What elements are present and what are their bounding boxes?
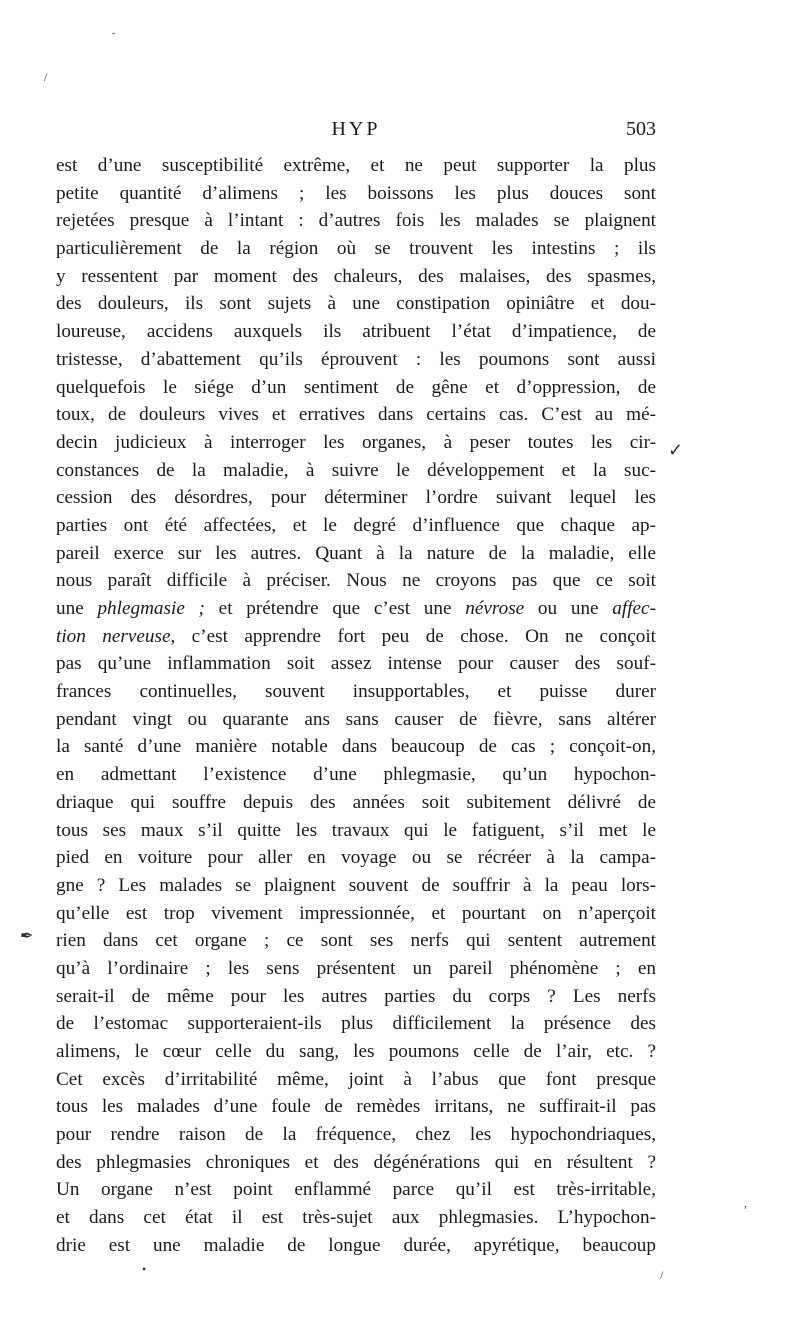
text-line: et dans cet état il est très-sujet aux phlegmasies. L’hypochon- [56,1207,656,1229]
italic-term: névrose [465,598,525,619]
text-line: particulièrement de la région où se trouvent les intestins ; ils [56,238,656,260]
text-line: des douleurs, ils sont sujets à une constipation opiniâtre et dou- [56,293,656,315]
margin-smudge: ✒ [20,928,34,945]
text-line: pendant vingt ou quarante ans sans causer de fièvre, sans altérer [56,708,656,730]
text-line: rien dans cet organe ; ce sont ses nerfs qui sentent autrement [56,930,656,952]
text-line: y ressentent par moment des chaleurs, des malaises, des spasmes, [56,265,656,287]
text-line: est d’une susceptibilité extrême, et ne peut supporter la plus [56,155,656,176]
italic-term: tion nerveuse, [56,625,176,647]
text-line: loureuse, accidens auxquels ils atribuent l’état d’impatience, de [56,321,656,343]
text-line: alimens, le cœur celle du sang, les poumons celle de l’air, etc. ? [56,1041,656,1062]
text-line: tous les malades d’une foule de remèdes irritans, ne suffirait-il pas [56,1096,656,1118]
text-line: driaque qui souffre depuis des années soit subitement délivré de [56,791,656,813]
text-line: petite quantité d’alimens ; les boissons les plus douces sont [56,182,656,204]
text-line [56,623,656,651]
text-line: pied en voiture pour aller en voyage ou se récréer à la campa- [56,847,656,869]
text-line: de l’estomac supporteraient-ils plus difficilement la présence des [56,1013,656,1035]
text-line: nous paraît difficile à préciser. Nous ne croyons pas que ce soit [56,570,656,592]
text-line: pour rendre raison de la fréquence, chez les hypochondriaques, [56,1124,656,1146]
text-line: frances continuelles, souvent insupportables, et puisse durer [56,681,656,703]
text-segment: c’est apprendre fort peu de chose. On ne conçoit [175,625,656,647]
text-line: la santé d’une manière notable dans beaucoup de cas ; conçoit-on, [56,736,656,758]
text-line: decin judicieux à interroger les organes, à peser toutes les cir- [56,431,656,453]
text-segment: une [56,598,98,619]
text-line: tristesse, d’abattement qu’ils éprouvent : les poumons sont aussi [56,348,656,370]
text-line: toux, de douleurs vives et erratives dans certains cas. C’est au mé- [56,404,656,426]
italic-term: affec- [612,598,656,619]
text-line: quelquefois le siége d’un sentiment de gêne et d’oppression, de [56,376,656,398]
text-line: en admettant l’existence d’une phlegmasie, qu’un hypochon- [56,764,656,786]
text-line: Cet excès d’irritabilité même, joint à l’abus que font presque [56,1068,656,1090]
margin-speck: - [112,28,116,39]
margin-speck: , [744,1196,747,1210]
text-line: parties ont été affectées, et le degré d’influence que chaque ap- [56,514,656,536]
text-line: tous ses maux s’il quitte les travaux qui le fatiguent, s’il met le [56,819,656,841]
text-line: pareil exerce sur les autres. Quant à la nature de la maladie, elle [56,542,656,564]
text-segment: ou une [524,598,613,619]
margin-speck: • [142,1262,147,1276]
text-line: cession des désordres, pour déterminer l’ordre suivant lequel les [56,487,656,509]
text-line: serait-il de même pour les autres parties du corps ? Les nerfs [56,985,656,1007]
text-line: rejetées presque à l’intant : d’autres fois les malades se plaignent [56,210,656,232]
text-line: qu’elle est trop vivement impressionnée, et pourtant on n’aperçoit [56,902,656,924]
text-line: drie est une maladie de longue durée, apyrétique, beaucoup [56,1234,656,1256]
running-head: HYP [331,118,381,140]
text-line: constances de la maladie, à suivre le développement et la suc- [56,459,656,481]
text-line: pas qu’une inflammation soit assez intense pour causer des souf- [56,653,656,675]
body-text [56,152,656,1260]
italic-term: phlegmasie ; [97,598,205,619]
text-segment: et prétendre que c’est une [204,598,466,619]
text-line [56,595,656,623]
margin-speck: / [44,70,48,84]
text-line: qu’à l’ordinaire ; les sens présentent un pareil phénomène ; en [56,957,656,979]
margin-speck: ✓ [668,440,684,460]
text-line: Un organe n’est point enflammé parce qu’il est très-irritable, [56,1179,656,1201]
page-header [56,118,656,148]
margin-speck: / [660,1268,664,1282]
page-number: 503 [626,118,656,140]
text-line: des phlegmasies chroniques et des dégénérations qui en résultent ? [56,1151,656,1173]
text-line: gne ? Les malades se plaignent souvent de souffrir à la peau lors- [56,874,656,896]
